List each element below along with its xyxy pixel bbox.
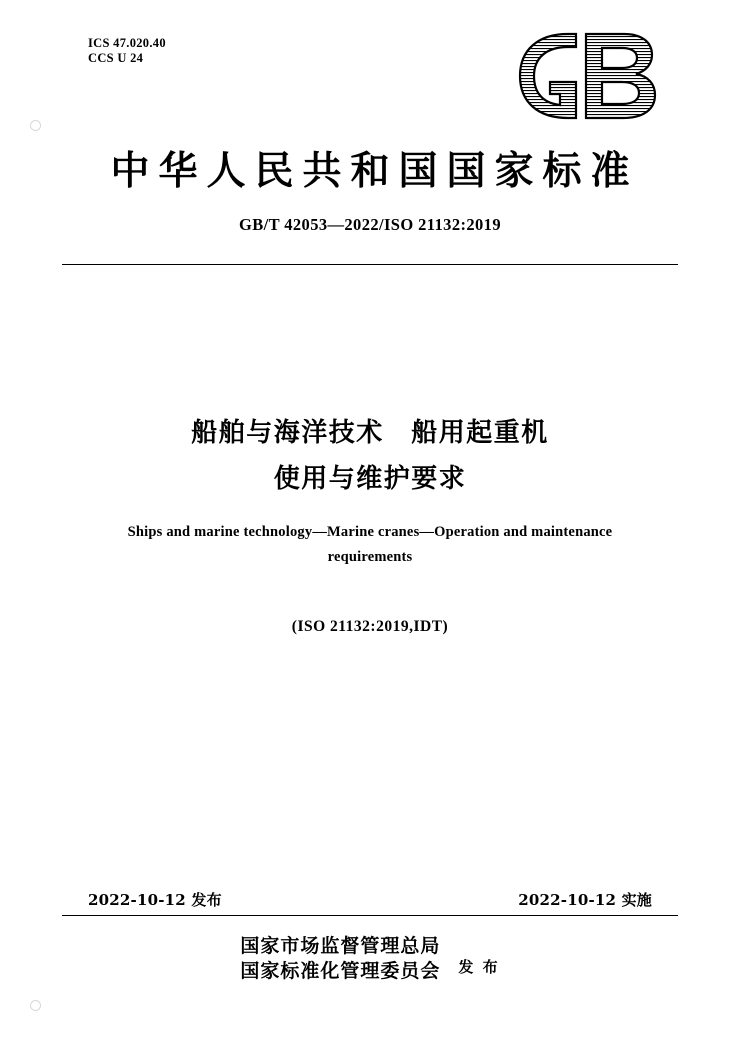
- print-registration-mark: [30, 1000, 41, 1011]
- issuer-action-label: 发 布: [458, 957, 500, 976]
- iso-equivalence-note: (ISO 21132:2019,IDT): [291, 618, 449, 635]
- standard-number: GB/T 42053—2022/ISO 21132:2019: [239, 215, 501, 234]
- issuing-authority: [0, 934, 740, 984]
- issuer-names: [240, 934, 440, 984]
- title-english-line2: requirements: [327, 549, 413, 565]
- ccs-code: CCS U 24: [88, 51, 144, 65]
- title-english-line1: Ships and marine technology—Marine cranes—Operation and maintenance: [127, 524, 613, 540]
- title-chinese-line2: 使用与维护要求: [273, 464, 467, 494]
- divider-bottom: [62, 915, 678, 916]
- print-registration-mark: [30, 120, 41, 131]
- issue-date: 2022-10-12 发布: [88, 891, 222, 909]
- page-title: 中华人民共和国国家标准: [110, 148, 639, 194]
- divider-top: [62, 264, 678, 265]
- issuer-line2: 国家标准化管理委员会: [240, 960, 441, 982]
- classification-codes: [88, 36, 166, 66]
- gb-emblem-icon: [512, 30, 662, 122]
- ics-code: ICS 47.020.40: [88, 36, 166, 50]
- implementation-date: 2022-10-12 实施: [518, 891, 652, 909]
- title-chinese-line1: 船舶与海洋技术 船用起重机: [191, 418, 549, 448]
- issuer-line1: 国家市场监督管理总局: [240, 935, 441, 957]
